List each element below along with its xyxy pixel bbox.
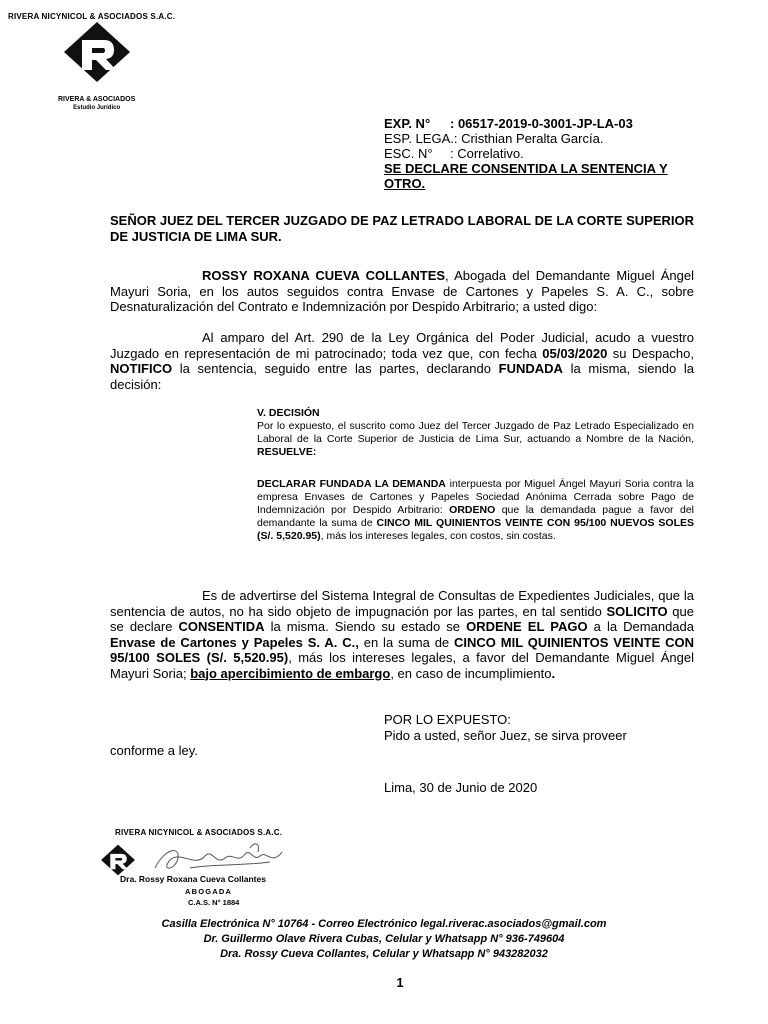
paragraph-3 [110, 588, 694, 681]
p2-text-3: la sentencia, seguido entre las partes, declarando [172, 361, 499, 376]
p3-text-2: que se declare [110, 603, 694, 634]
signer-name: Dra. Rossy Roxana Cueva Collantes [120, 874, 266, 884]
decision-p1-text: Por lo expuesto, el suscrito como Juez del Tercer Juzgado de Paz Letrado Especializado en Laboral de la Corte Superior de Justicia de Lima Sur, actuando a Nombre de la Nación, [257, 420, 694, 445]
closing-block [384, 712, 694, 743]
intro-text: , Abogada del Demandante Miguel Ángel Mayuri Soria, en los autos seguidos contra Envase de Cartones y Papeles S. A. C., sobre Desnaturalización del Contrato e Indemnización por Despido Arbitrario; a usted digo: [110, 268, 694, 314]
p3-apercibimiento: bajo apercibimiento de embargo [190, 665, 391, 681]
decision-declarar: DECLARAR FUNDADA LA DEMANDA [257, 478, 446, 490]
decision-ruling [257, 478, 694, 543]
intro-paragraph [110, 268, 694, 315]
esp-label: ESP. LEGA.: [384, 131, 458, 146]
decision-p1 [257, 420, 694, 459]
decision-heading-block [257, 407, 694, 459]
footer-line-3: Dra. Rossy Cueva Collantes, Celular y Whatsapp N° 943282032 [220, 948, 548, 960]
p2-date: 05/03/2020 [542, 345, 608, 361]
exp-label: EXP. N° [384, 116, 431, 131]
por-lo-expuesto: POR LO EXPUESTO: [384, 712, 511, 727]
addressee: SEÑOR JUEZ DEL TERCER JUZGADO DE PAZ LETRADO LABORAL DE LA CORTE SUPERIOR DE JUSTICIA DE LIMA SUR. [110, 213, 694, 244]
esc-value: : Correlativo. [450, 146, 524, 161]
p3-consentida: CONSENTIDA [178, 619, 265, 634]
pido-text: Pido a usted, señor Juez, se sirva proveer [384, 727, 627, 743]
firm-subtitle-line2: Estudio Jurídico [73, 105, 121, 111]
paragraph-2 [110, 330, 694, 392]
footer-line-2: Dr. Guillermo Olave Rivera Cubas, Celular y Whatsapp N° 936-749604 [203, 933, 565, 945]
p3-ordene: ORDENE EL PAGO [466, 619, 588, 634]
decision-heading: V. DECISIÓN [257, 407, 320, 419]
rivera-logo-small-icon [100, 842, 136, 878]
p3-text-7: , en caso de incumplimiento [390, 665, 552, 681]
decision-p2-text: interpuesta por Miguel Ángel Mayuri Soria contra la empresa Envases de Cartones y Papeles Sociedad Anónima Cerrada sobre Pago de Indemnización por Despido Arbitrario: [257, 478, 694, 516]
footer-line-1: Casilla Electrónica N° 10764 - Correo Electrónico legal.riverac.asociados@gmail.com [161, 918, 607, 930]
exp-value: : 06517-2019-0-3001-JP-LA-03 [450, 116, 633, 131]
p3-solicito: SOLICITO [606, 603, 668, 619]
esc-row [384, 146, 694, 161]
firm-name-signature: RIVERA NICYNICOL & ASOCIADOS S.A.C. [115, 828, 283, 837]
rivera-logo-icon [62, 20, 132, 84]
p3-text-5: en la suma de [358, 634, 455, 650]
p2-text-4: la misma, siendo la decisión: [110, 361, 694, 392]
firm-subtitle-line1: RIVERA & ASOCIADOS [58, 96, 136, 103]
p3-text-4: a la Demandada [587, 619, 694, 634]
p3-amount: CINCO MIL QUINIENTOS VEINTE CON 95/100 SOLES (S/. 5,520.95) [110, 634, 694, 665]
p2-notifico: NOTIFICO [110, 361, 173, 376]
decision-amount: CINCO MIL QUINIENTOS VEINTE CON 95/100 NUEVOS SOLES (S/. 5,520.95) [257, 517, 694, 542]
firm-name-header: RIVERA NICYNICOL & ASOCIADOS S.A.C. [8, 12, 176, 21]
p2-text-1: Al amparo del Art. 290 de la Ley Orgánica del Poder Judicial, acudo a vuestro Juzgado en representación de mi patrocinado; toda vez que, con fecha [110, 330, 694, 361]
p3-company: Envase de Cartones y Papeles S. A. C., [110, 634, 359, 650]
decision-ordeno: ORDENO [449, 504, 496, 516]
p3-text-3: la misma. Siendo su estado se [264, 619, 467, 634]
decision-p4-text: , más los intereses legales, con costos, sin costas. [320, 530, 556, 542]
handwritten-signature-icon [150, 838, 290, 878]
p3-text-1: Es de advertirse del Sistema Integral de Consultas de Expedientes Judiciales, que la sentencia de autos, no ha sido objeto de impugnación por las partes, en tal sentido [110, 588, 694, 619]
decision-p3-text: que la demandada pague a favor del demandante la suma de [257, 504, 695, 529]
esp-value: Cristhian Peralta García. [461, 131, 604, 146]
conforme-text: conforme a ley. [110, 743, 198, 758]
p2-text-2: su Despacho, [607, 345, 694, 361]
p3-text-8: . [551, 665, 556, 681]
exp-row [384, 116, 694, 131]
esp-row [384, 131, 694, 146]
page-number: 1 [396, 975, 404, 990]
signer-role: ABOGADA [185, 887, 233, 896]
case-header [384, 116, 694, 191]
p3-text-6: , más los intereses legales, a favor del Demandante Miguel Ángel Mayuri Soria; [110, 650, 694, 681]
signer-cas: C.A.S. N° 1884 [188, 898, 240, 907]
lawyer-name: ROSSY ROXANA CUEVA COLLANTES [202, 268, 446, 283]
firm-subtitle [58, 95, 135, 113]
decision-resuelve: RESUELVE: [257, 446, 317, 458]
case-subject: SE DECLARE CONSENTIDA LA SENTENCIA Y OTRO. [384, 161, 668, 191]
document-date: Lima, 30 de Junio de 2020 [384, 780, 538, 795]
esc-label: ESC. N° [384, 146, 433, 161]
p2-fundada: FUNDADA [498, 361, 563, 376]
